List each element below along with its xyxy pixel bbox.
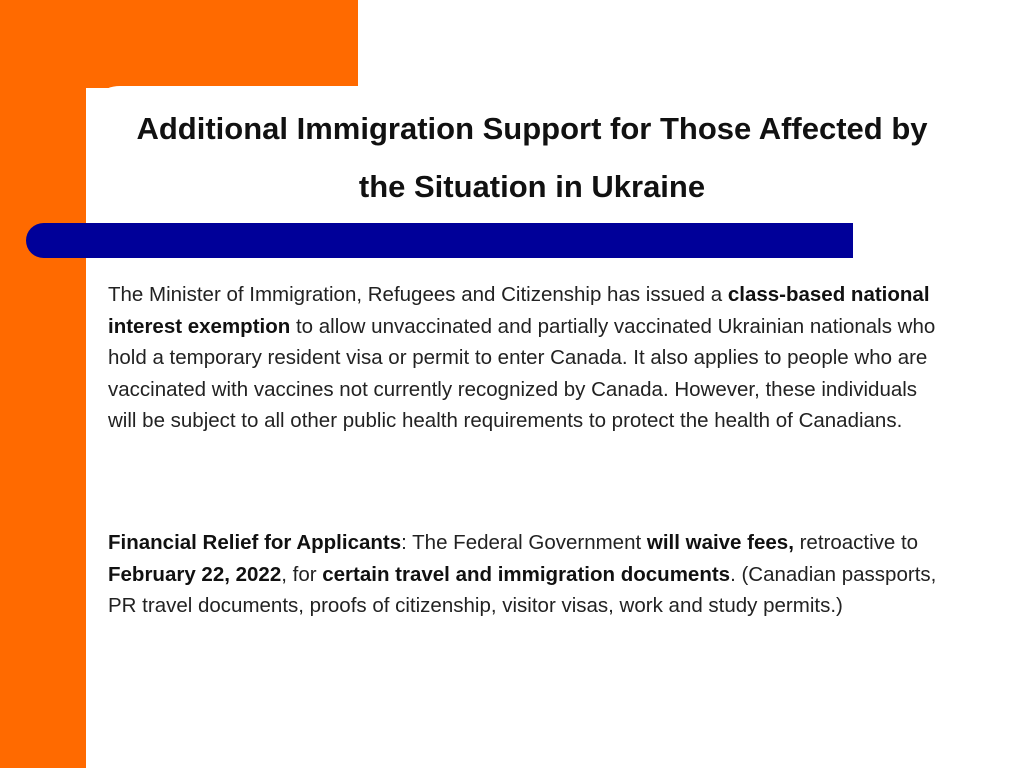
exemption-paragraph	[108, 279, 938, 437]
financial-relief-text-3: , for	[281, 562, 323, 586]
retroactive-date: February 22, 2022	[108, 562, 282, 586]
financial-relief-paragraph	[108, 527, 938, 622]
documents-bold-text: certain travel and immigration documents	[322, 562, 731, 586]
exemption-bold-text: class-based national interest exemption	[108, 283, 930, 338]
waive-fees-text: will waive fees,	[646, 531, 794, 554]
title-underline-bar	[26, 223, 853, 258]
exemption-detail-text: to allow unvaccinated and partially vaccinated Ukrainian nationals who hold a temporary resident visa or permit to enter Canada. It also applies to people who are vaccinated with vaccines not currently recognized by Canada. However, these individuals will be subject to all other public health requirements to protect the health of Canadians.	[108, 314, 936, 433]
financial-relief-text-2: retroactive to	[793, 531, 919, 554]
slide-title: Additional Immigration Support for Those Affected by the Situation in Ukraine	[136, 111, 928, 204]
exemption-intro-text: The Minister of Immigration, Refugees and Citizenship has issued a	[108, 283, 728, 306]
financial-relief-heading: Financial Relief for Applicants	[108, 531, 402, 554]
orange-side-strip	[0, 0, 86, 768]
financial-relief-text-4: . (Canadian passports, PR travel documents, proofs of citizenship, visitor visas, work and study permits.)	[108, 562, 937, 618]
financial-relief-text-1: : The Federal Government	[401, 531, 647, 554]
